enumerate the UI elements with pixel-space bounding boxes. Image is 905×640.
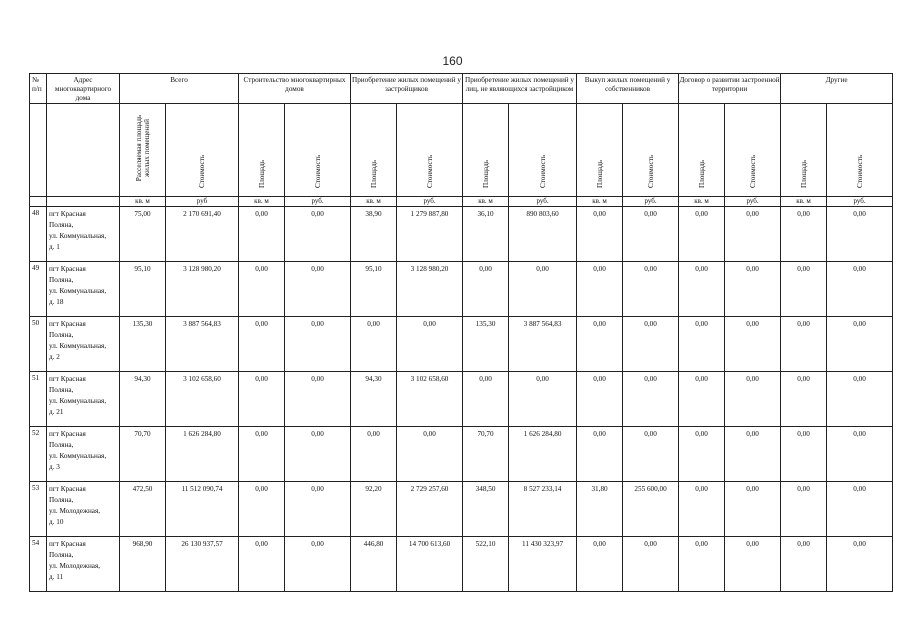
header-total-area: Расселяемая площадь жилых помещений [120,104,166,197]
row-address: пгт Красная Поляна, ул. Коммунальная, д. 1 [47,207,120,262]
header-area: Площадь [679,104,725,197]
unit: кв. м [239,197,285,207]
cell: 31,80 [577,482,623,537]
table-row [30,372,893,427]
cell: 135,30 [463,317,509,372]
cell: 0,00 [781,372,827,427]
cell: 0,00 [239,372,285,427]
cell: 135,30 [120,317,166,372]
header-group-developers: Приобретение жилых помещений у застройщиков [351,74,463,104]
header-total-cost: Стоимость [166,104,239,197]
cell: 0,00 [577,207,623,262]
cell: 0,00 [781,317,827,372]
unit: кв. м [120,197,166,207]
cell: 890 803,60 [509,207,577,262]
cell: 0,00 [781,262,827,317]
cell: 0,00 [397,427,463,482]
unit: кв. м [781,197,827,207]
cell: 0,00 [351,427,397,482]
cell: 0,00 [679,537,725,592]
cell: 0,00 [679,262,725,317]
cell: 3 887 564,83 [509,317,577,372]
row-address: пгт Красная Поляна, ул. Молодежная, д. 11 [47,537,120,592]
cell: 0,00 [623,317,679,372]
cell: 38,90 [351,207,397,262]
cell: 0,00 [781,207,827,262]
cell: 3 102 658,60 [397,372,463,427]
row-address: пгт Красная Поляна, ул. Молодежная, д. 10 [47,482,120,537]
cell: 0,00 [239,207,285,262]
cell: 0,00 [725,372,781,427]
cell: 968,90 [120,537,166,592]
header-cost: Стоимость [623,104,679,197]
header-cost: Стоимость [397,104,463,197]
header-group-development-contract: Договор о развитии застроенной территории [679,74,781,104]
row-address: пгт Красная Поляна, ул. Коммунальная, д. 21 [47,372,120,427]
cell: 522,10 [463,537,509,592]
header-area: Площадь [577,104,623,197]
header-area: Площадь [351,104,397,197]
cell: 0,00 [725,482,781,537]
cell: 0,00 [463,372,509,427]
table-body [30,207,893,592]
unit: кв. м [351,197,397,207]
header-cost: Стоимость [827,104,893,197]
cell: 0,00 [623,207,679,262]
cell: 94,30 [351,372,397,427]
cell: 92,20 [351,482,397,537]
cell: 0,00 [679,207,725,262]
cell: 0,00 [725,537,781,592]
cell: 0,00 [509,262,577,317]
cell: 3 128 980,20 [397,262,463,317]
cell: 14 700 613,60 [397,537,463,592]
cell: 0,00 [679,427,725,482]
table-row [30,317,893,372]
unit: руб. [285,197,351,207]
cell: 0,00 [285,317,351,372]
unit: кв. м [463,197,509,207]
cell: 0,00 [285,427,351,482]
cell: 0,00 [827,262,893,317]
cell: 2 170 691,40 [166,207,239,262]
header-area: Площадь [463,104,509,197]
row-num: 50 [30,317,47,372]
header-num: № п/п [30,74,47,104]
cell: 26 130 937,57 [166,537,239,592]
row-num: 51 [30,372,47,427]
cell: 0,00 [781,537,827,592]
cell: 0,00 [577,317,623,372]
cell: 0,00 [285,207,351,262]
cell: 0,00 [725,262,781,317]
cell: 0,00 [827,372,893,427]
cell: 255 600,00 [623,482,679,537]
header-address: Адрес многоквартирного дома [47,74,120,104]
cell: 0,00 [285,262,351,317]
cell: 0,00 [239,317,285,372]
cell: 0,00 [781,482,827,537]
header-area: Площадь [781,104,827,197]
cell: 2 729 257,60 [397,482,463,537]
table-row [30,207,893,262]
table-row [30,482,893,537]
cell: 0,00 [239,262,285,317]
header-group-buyout: Выкуп жилых помещений у собственников [577,74,679,104]
page-number: 160 [442,54,463,68]
cell: 3 102 658,60 [166,372,239,427]
row-num: 48 [30,207,47,262]
cell: 0,00 [577,372,623,427]
cell: 95,10 [120,262,166,317]
cell: 0,00 [463,262,509,317]
cell: 0,00 [577,427,623,482]
cell: 8 527 233,14 [509,482,577,537]
cell: 446,80 [351,537,397,592]
cell: 3 128 980,20 [166,262,239,317]
row-num: 53 [30,482,47,537]
cell: 0,00 [623,372,679,427]
table-row [30,262,893,317]
cell: 0,00 [239,482,285,537]
cell: 0,00 [577,537,623,592]
cell: 0,00 [679,482,725,537]
cell: 0,00 [239,427,285,482]
cell: 0,00 [679,372,725,427]
cell: 36,10 [463,207,509,262]
header-cost: Стоимость [725,104,781,197]
cell: 3 887 564,83 [166,317,239,372]
unit: руб. [509,197,577,207]
table-row [30,537,893,592]
unit: руб. [827,197,893,207]
unit: руб. [623,197,679,207]
cell: 0,00 [827,207,893,262]
cell: 94,30 [120,372,166,427]
cell: 472,50 [120,482,166,537]
header-group-other: Другие [781,74,893,104]
cell: 70,70 [463,427,509,482]
header-area: Площадь [239,104,285,197]
header-group-construction: Строительство многоквартирных домов [239,74,351,104]
cell: 0,00 [679,317,725,372]
table-row [30,427,893,482]
cell: 0,00 [781,427,827,482]
row-num: 52 [30,427,47,482]
resettlement-table [29,73,893,592]
cell: 0,00 [285,372,351,427]
cell: 0,00 [577,262,623,317]
cell: 0,00 [509,372,577,427]
cell: 0,00 [827,482,893,537]
header-cost: Стоимость [509,104,577,197]
cell: 0,00 [725,207,781,262]
cell: 0,00 [623,537,679,592]
row-num: 49 [30,262,47,317]
unit: кв. м [679,197,725,207]
cell: 0,00 [623,262,679,317]
unit: руб. [397,197,463,207]
cell: 1 626 284,80 [509,427,577,482]
header-cost: Стоимость [285,104,351,197]
row-num: 54 [30,537,47,592]
cell: 0,00 [397,317,463,372]
unit: руб [166,197,239,207]
cell: 0,00 [285,482,351,537]
cell: 95,10 [351,262,397,317]
cell: 0,00 [623,427,679,482]
cell: 0,00 [725,427,781,482]
header-group-total: Всего [120,74,239,104]
cell: 0,00 [827,317,893,372]
row-address: пгт Красная Поляна, ул. Коммунальная, д. 3 [47,427,120,482]
cell: 0,00 [827,427,893,482]
cell: 1 279 887,80 [397,207,463,262]
cell: 0,00 [725,317,781,372]
cell: 0,00 [351,317,397,372]
unit: кв. м [577,197,623,207]
cell: 1 626 284,80 [166,427,239,482]
cell: 75,00 [120,207,166,262]
row-address: пгт Красная Поляна, ул. Коммунальная, д. 18 [47,262,120,317]
unit: руб. [725,197,781,207]
row-address: пгт Красная Поляна, ул. Коммунальная, д. 2 [47,317,120,372]
header-group-non-developers: Приобретение жилых помещений у лиц, не являющихся застройщиком [463,74,577,104]
cell: 0,00 [239,537,285,592]
cell: 0,00 [285,537,351,592]
cell: 11 512 090,74 [166,482,239,537]
cell: 70,70 [120,427,166,482]
cell: 11 430 323,97 [509,537,577,592]
cell: 348,50 [463,482,509,537]
cell: 0,00 [827,537,893,592]
